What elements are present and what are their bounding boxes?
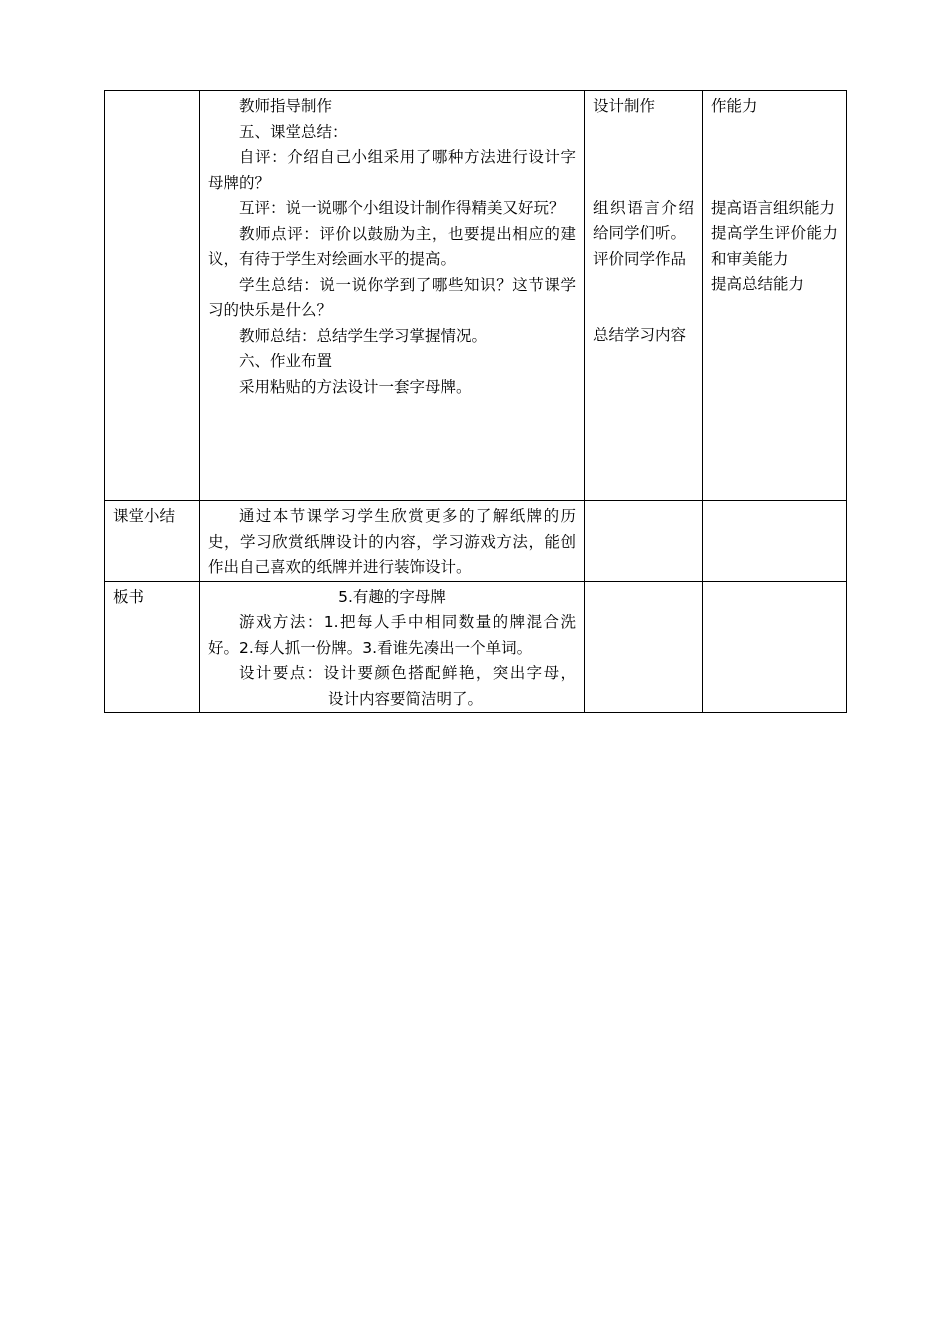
student-activity-text: 组织语言介绍给同学们听。 (593, 198, 694, 242)
board-title: 5.有趣的字母牌 (338, 587, 446, 606)
summary-text: 通过本节课学习学生欣赏更多的了解纸牌的历史，学习欣赏纸牌设计的内容，学习游戏方法，能创作出自己喜欢的纸牌并进行装饰设计。 (208, 507, 576, 576)
content-cell (200, 581, 585, 713)
board-game-method: 游戏方法：1.把每人手中相同数量的牌混合洗好。2.每人抓一份牌。3.看谁先凑出一个单词。 (208, 613, 576, 657)
design-intent-text: 提高总结能力 (711, 275, 805, 293)
row-label: 板书 (113, 587, 145, 606)
content-line: 采用粘贴的方法设计一套字母牌。 (239, 377, 472, 396)
content-line: 互评：说一说哪个小组设计制作得精美又好玩？ (239, 199, 565, 217)
content-line: 五、课堂总结： (239, 122, 348, 141)
student-activity-cell (585, 91, 703, 501)
design-intent-text: 作能力 (711, 97, 758, 115)
empty-cell (703, 501, 847, 582)
empty-cell (585, 581, 703, 713)
row-label-cell (105, 91, 200, 501)
table-row (105, 91, 847, 501)
content-line: 学生总结：说一说你学到了哪些知识？这节课学习的快乐是什么？ (208, 275, 576, 319)
student-activity-text: 总结学习内容 (593, 326, 687, 344)
lesson-plan-table (104, 90, 847, 713)
row-label-cell (105, 501, 200, 582)
content-line: 教师指导制作 (239, 97, 333, 115)
content-line: 教师点评：评价以鼓励为主，也要提出相应的建议，有待于学生对绘画水平的提高。 (208, 224, 576, 268)
design-intent-cell (703, 91, 847, 501)
content-line: 自评：介绍自己小组采用了哪种方法进行设计字母牌的？ (208, 148, 576, 192)
board-design-points: 设计要点：设计要颜色搭配鲜艳，突出字母，设计内容要简洁明了。 (239, 664, 576, 708)
row-label: 课堂小结 (113, 507, 176, 525)
table-row (105, 581, 847, 713)
design-intent-text: 提高学生评价能力和审美能力 (711, 224, 838, 268)
content-cell (200, 91, 585, 501)
content-line: 教师总结：总结学生学习掌握情况。 (239, 326, 488, 345)
row-label-cell (105, 581, 200, 713)
content-cell (200, 501, 585, 582)
design-intent-text: 提高语言组织能力 (711, 198, 836, 217)
content-line: 六、作业布置 (239, 352, 333, 370)
table-row (105, 501, 847, 582)
empty-cell (585, 501, 703, 582)
empty-cell (703, 581, 847, 713)
student-activity-text: 评价同学作品 (593, 249, 687, 268)
student-activity-text: 设计制作 (593, 97, 656, 115)
